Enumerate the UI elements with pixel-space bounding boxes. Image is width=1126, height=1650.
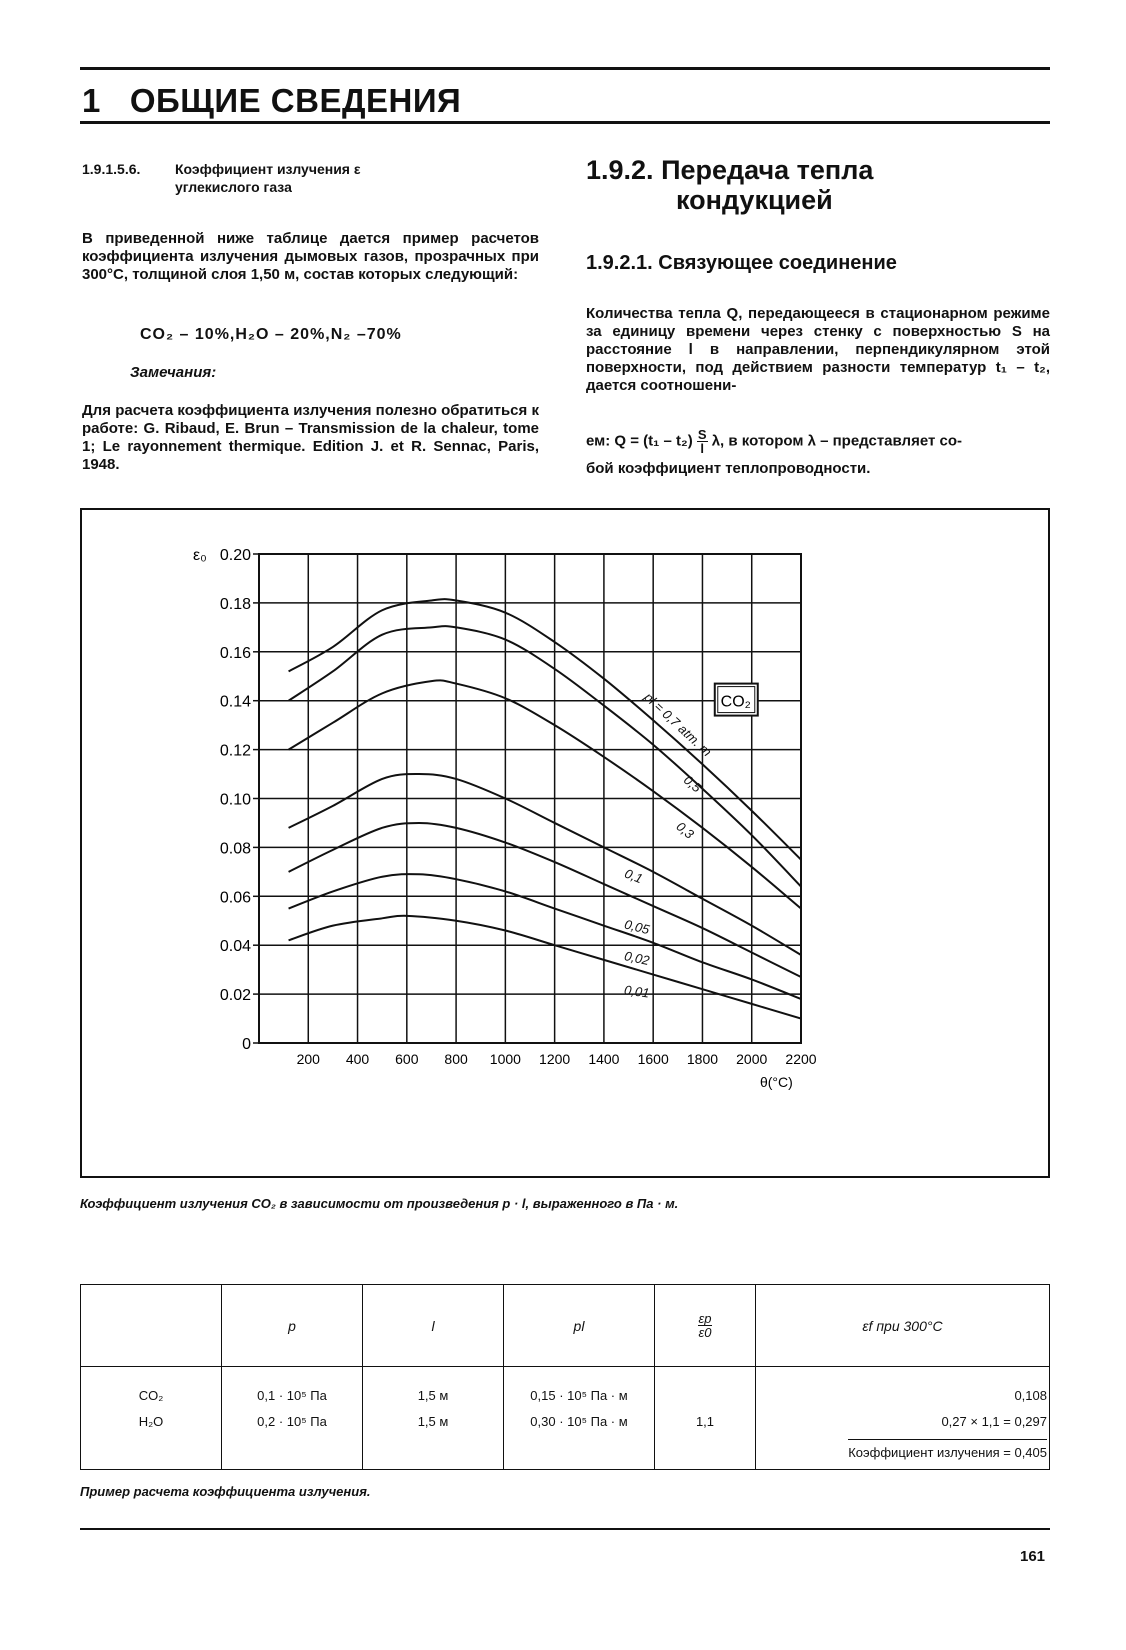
chapter-title-text: ОБЩИЕ СВЕДЕНИЯ	[129, 82, 462, 119]
col-pl	[504, 1367, 655, 1470]
x-tick-label: 2000	[736, 1051, 768, 1067]
x-tick-label: 600	[395, 1051, 419, 1067]
y-tick-label: 0.20	[219, 547, 251, 564]
subsection-heading: 1.9.2.1. Связующее соединение	[586, 252, 897, 274]
y-tick-label: 0.08	[219, 840, 251, 858]
header-l: l	[363, 1285, 504, 1367]
table-caption: Пример расчета коэффициента излучения.	[80, 1484, 371, 1499]
y-tick-label: 0.10	[219, 791, 251, 809]
header-ratio	[655, 1285, 756, 1367]
table-body-row	[81, 1367, 1050, 1470]
col-ratio	[655, 1367, 756, 1470]
table-cell: 0,1 · 10⁵ Па	[257, 1388, 327, 1403]
fraction-denominator: l	[700, 441, 705, 456]
x-axis-label: θ(°C)	[759, 1074, 793, 1090]
ratio-denominator: ε0	[698, 1325, 712, 1340]
series-label: 0,02	[622, 948, 651, 969]
header-pl: pl	[504, 1285, 655, 1367]
formula-suffix: λ, в котором λ – представляет со-	[711, 432, 962, 450]
x-tick-label: 1800	[686, 1051, 719, 1067]
formula-prefix: ем: Q = (t₁ – t₂)	[586, 432, 693, 450]
series-line	[289, 916, 801, 1019]
series-label: 0,05	[622, 916, 652, 938]
table-cell: H₂O	[138, 1414, 164, 1429]
series-label: pl = 0,7 atm. m	[641, 689, 715, 760]
section-heading-right	[586, 155, 873, 215]
y-tick-label: 0.18	[219, 595, 251, 613]
y-tick-label: 0.04	[219, 938, 251, 956]
y-tick-label: 0.14	[219, 693, 251, 711]
table-cell: CO₂	[138, 1388, 164, 1403]
y-axis-label: ε₀	[193, 547, 207, 564]
table-cell: 0,108	[1014, 1388, 1047, 1403]
series-line	[289, 774, 801, 955]
section-title-line1: Коэффициент излучения ε	[175, 161, 361, 177]
y-tick-label: 0	[242, 1036, 251, 1053]
series-label: 0,3	[673, 818, 697, 842]
total-line	[756, 1435, 1047, 1466]
table-cell: 0,30 · 10⁵ Па · м	[530, 1414, 628, 1429]
y-tick-label: 0.02	[219, 987, 251, 1005]
y-tick-label: 0.06	[219, 889, 251, 907]
paragraph-conduction-end: бой коэффициент теплопроводности.	[586, 460, 871, 477]
section-title-right-line2: кондукцией	[676, 185, 833, 215]
header-p: p	[222, 1285, 363, 1367]
table-cell	[655, 1383, 755, 1409]
x-tick-label: 1600	[637, 1051, 669, 1067]
total-emissivity: Коэффициент излучения = 0,405	[848, 1439, 1047, 1466]
table-cell: 0,2 · 10⁵ Па	[257, 1414, 327, 1429]
chart-caption: Коэффициент излучения CO₂ в зависимости от произведения p · l, выраженного в Па · м.	[80, 1196, 679, 1211]
col-ef	[756, 1367, 1050, 1470]
section-title-right-line1: Передача тепла	[661, 155, 874, 185]
fraction-numerator: S	[697, 427, 707, 442]
top-rule	[80, 67, 1050, 70]
series-line	[289, 599, 801, 860]
chapter-number: 1	[82, 82, 101, 119]
x-tick-label: 800	[444, 1051, 468, 1067]
table-header-row	[81, 1285, 1050, 1367]
y-tick-label: 0.12	[219, 742, 251, 760]
composition-formula: CO₂ – 10%,H₂O – 20%,N₂ –70%	[140, 326, 402, 343]
table-cell: 1,1	[695, 1414, 715, 1429]
y-tick-label: 0.16	[219, 644, 251, 662]
fraction-s-over-l	[697, 428, 708, 455]
series-label: 0,1	[622, 865, 645, 887]
header-ef: εf при 300°C	[756, 1285, 1050, 1367]
paragraph-intro: В приведенной ниже таблице дается пример расчетов коэффициента излучения дымовых газов, прозрачных при 300°C, толщиной слоя 1,50 м, состав которых следующий:	[82, 230, 539, 283]
conduction-formula	[586, 428, 1050, 455]
x-tick-label: 200	[296, 1051, 320, 1067]
x-tick-label: 1200	[539, 1051, 571, 1067]
chapter-rule	[80, 121, 1050, 124]
table-cell: 0,27 × 1,1 = 0,297	[941, 1414, 1047, 1429]
x-tick-label: 2200	[785, 1051, 817, 1067]
x-tick-label: 400	[345, 1051, 370, 1067]
header-empty	[81, 1285, 222, 1367]
bottom-rule	[80, 1528, 1050, 1530]
col-gas	[81, 1367, 222, 1470]
calculation-table	[80, 1284, 1050, 1470]
series-label: 0,5	[680, 772, 705, 796]
section-number: 1.9.1.5.6.	[82, 161, 141, 177]
remarks-label: Замечания:	[130, 364, 217, 381]
series-line	[289, 823, 801, 977]
section-number-right: 1.9.2.	[586, 155, 654, 185]
page-number: 161	[1020, 1548, 1046, 1565]
series-line	[289, 874, 801, 999]
section-title-line2: углекислого газа	[175, 179, 292, 195]
series-label: 0,01	[623, 982, 651, 1001]
ratio-numerator: εp	[698, 1311, 712, 1326]
x-tick-label: 1400	[588, 1051, 620, 1067]
col-l	[363, 1367, 504, 1470]
emissivity-chart	[80, 508, 1050, 1178]
table-cell: 1,5 м	[417, 1414, 449, 1429]
col-p	[222, 1367, 363, 1470]
chapter-title	[82, 82, 461, 120]
paragraph-conduction: Количества тепла Q, передающееся в стационарном режиме за единицу времени через стенку с поверхностью S на расстояние l в направлении, перпендикулярном этой поверхности, под действием разности температур t₁ – t₂, дается соотношени-	[586, 305, 1050, 394]
ratio-fraction	[698, 1312, 713, 1339]
table-cell: 0,15 · 10⁵ Па · м	[530, 1388, 628, 1403]
table-cell: 1,5 м	[417, 1388, 449, 1403]
section-heading-left	[82, 160, 361, 196]
paragraph-reference: Для расчета коэффициента излучения полезно обратиться к работе: G. Ribaud, E. Brun – Transmission de la chaleur, tome 1; Le rayonnement thermique. Edition J. et R. Sennac, Paris, 1948.	[82, 402, 539, 473]
x-tick-label: 1000	[489, 1051, 521, 1067]
co2-box-label: CO₂	[720, 693, 751, 711]
